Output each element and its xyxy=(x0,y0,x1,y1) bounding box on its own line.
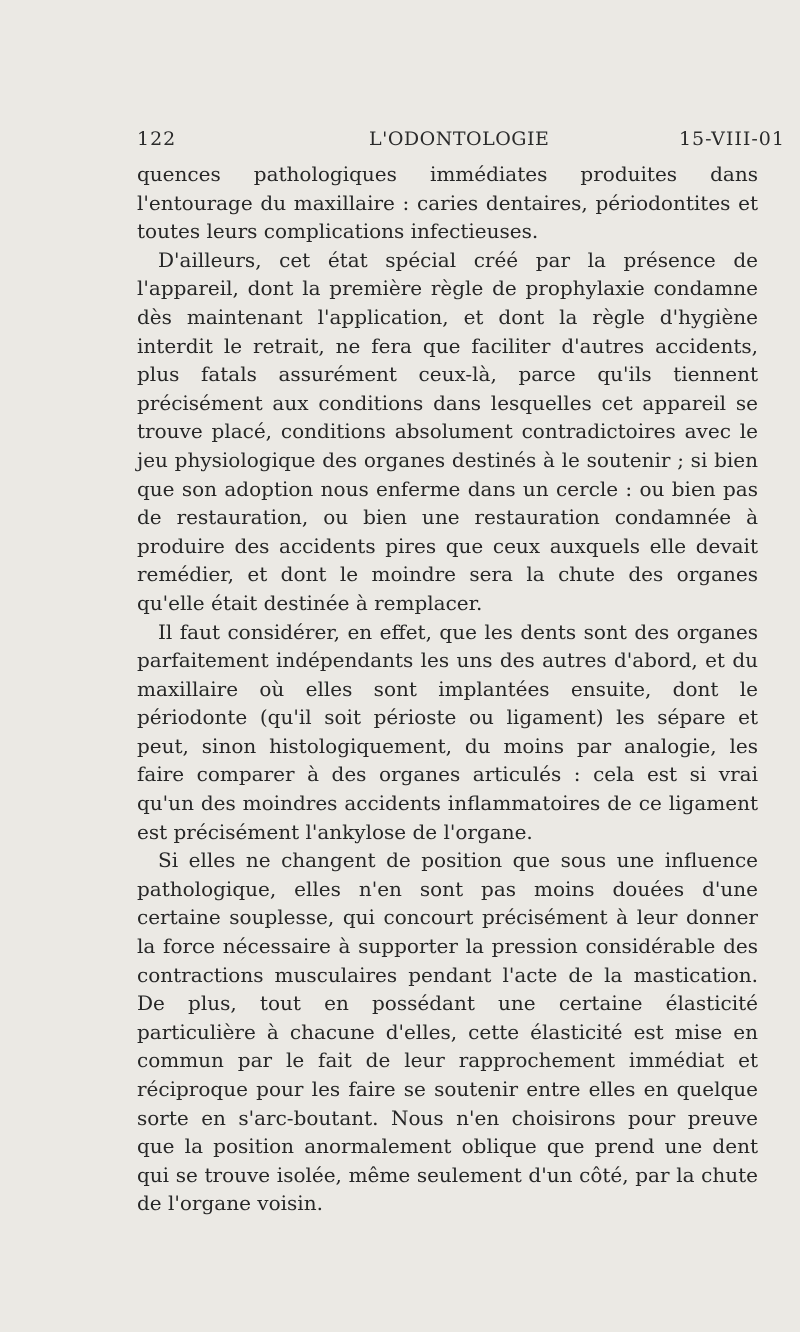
paragraph-1: quences pathologiques immédiates produites dans l'entourage du maxillaire : caries dentaires, périodontites et toutes leurs complications infectieuses. xyxy=(137,162,758,244)
page-number: 122 xyxy=(137,128,177,150)
running-head xyxy=(137,128,785,154)
paragraph-2: D'ailleurs, cet état spécial créé par la présence de l'appareil, dont la première règle de prophylaxie condamne dès maintenant l'application, et dont la règle d'hygiène interdit le retrait, ne fera que faciliter d'autres accidents, plus fatals assurément ceux-là, parce qu'ils tiennent précisément aux conditions dans lesquelles cet appareil se trouve placé, conditions absolument contradictoires avec le jeu physiologique des organes destinés à le soutenir ; si bien que son adoption nous enferme dans un cercle : ou bien pas de restauration, ou bien une restauration condamnée à produire des accidents pires que ceux auxquels elle devait remédier, et dont le moindre sera la chute des organes qu'elle était destinée à remplacer. xyxy=(137,247,758,615)
body-text xyxy=(137,160,758,1218)
issue-date: 15-VIII-01 xyxy=(678,128,785,150)
paragraph-4: Si elles ne changent de position que sous une influence pathologique, elles n'en sont pas moins douées d'une certaine souplesse, qui concourt précisément à leur donner la force nécessaire à supporter la pression considérable des contractions musculaires pendant l'acte de la mastication. De plus, tout en possédant une certaine élasticité particulière à chacune d'elles, cette élasticité est mise en commun par le fait de leur rapprochement immédiat et réciproque pour les faire se soutenir entre elles en quelque sorte en s'arc-boutant. Nous n'en choisirons pour preuve que la position anormalement oblique que prend une dent qui se trouve isolée, même seulement d'un côté, par la chute de l'organe voisin. xyxy=(137,848,758,1216)
journal-title: L'ODONTOLOGIE xyxy=(369,128,550,150)
paragraph-3: Il faut considérer, en effet, que les dents sont des organes parfaitement indépendants les uns des autres d'abord, et du maxillaire où elles sont implantées ensuite, dont le périodonte (qu'il soit périoste ou ligament) les sépare et peut, sinon histologiquement, du moins par analogie, les faire comparer à des organes articulés : cela est si vrai qu'un des moindres accidents inflammatoires de ce ligament est précisément l'ankylose de l'organe. xyxy=(137,619,758,844)
